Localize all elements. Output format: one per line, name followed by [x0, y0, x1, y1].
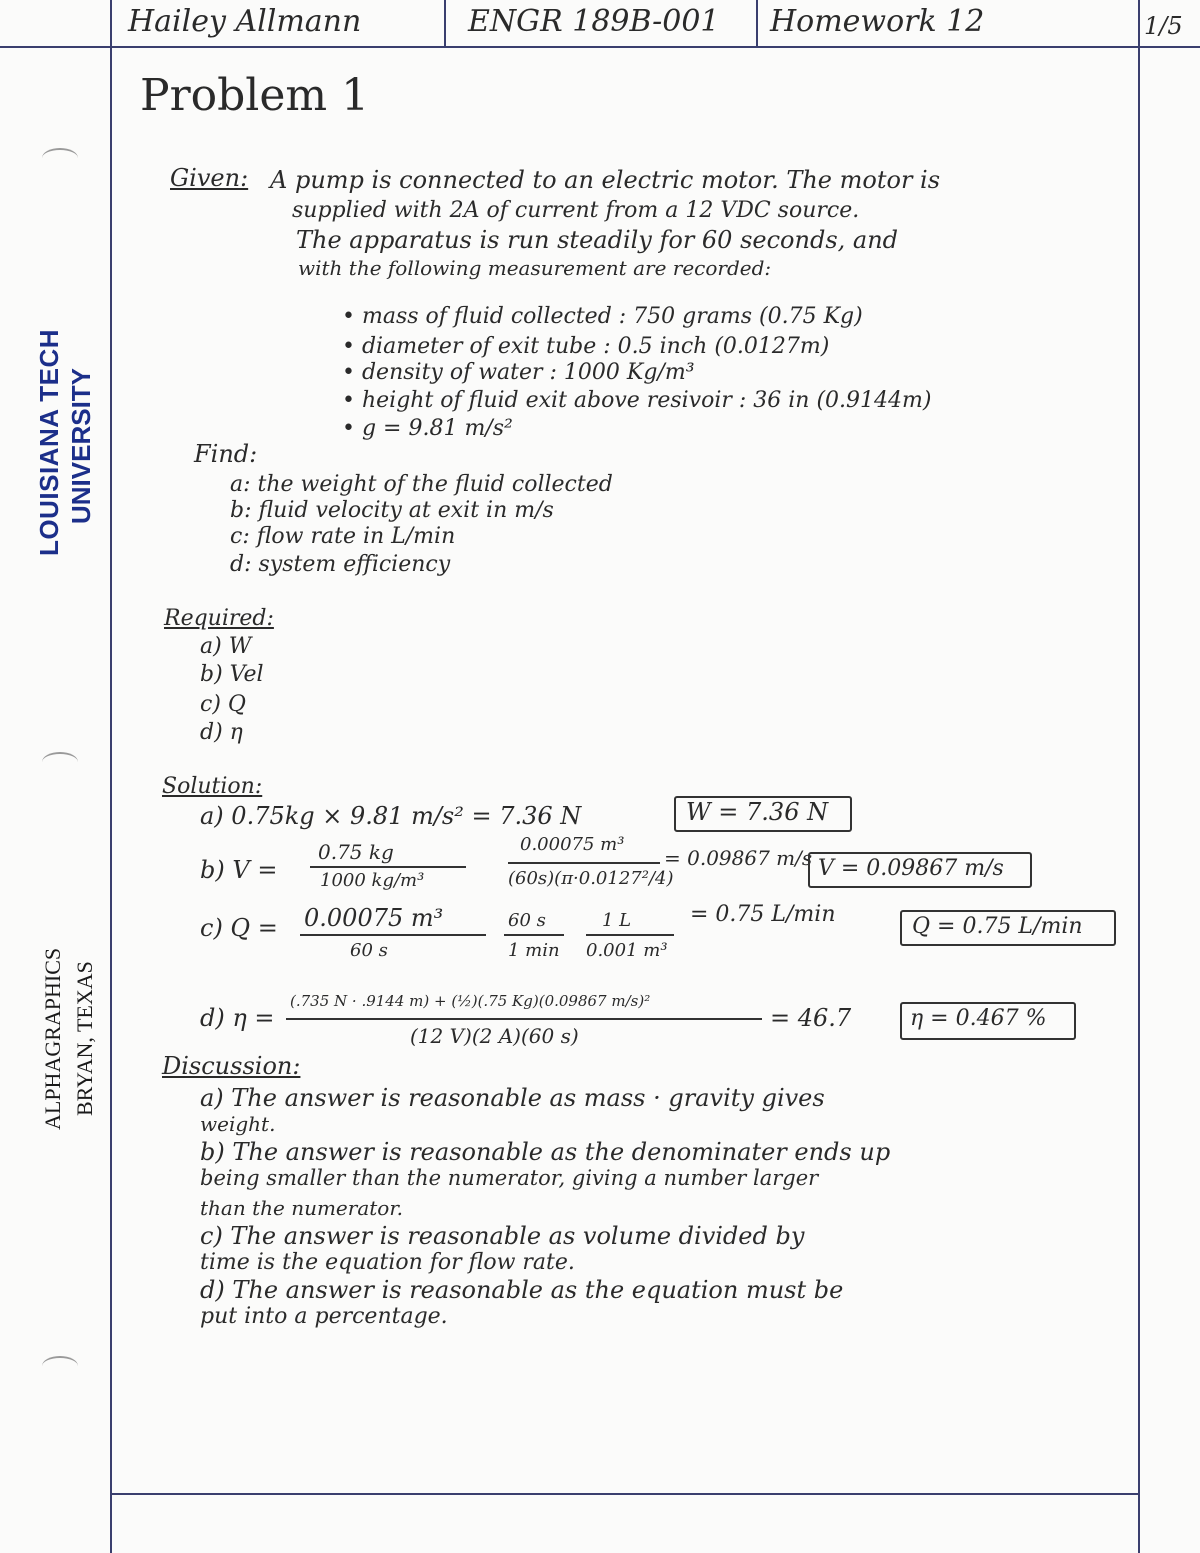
discussion-line-8: d) The answer is reasonable as the equation must be [200, 1276, 844, 1304]
header-divider-2 [756, 0, 758, 48]
measurement-density: • density of water : 1000 Kg/m³ [342, 360, 695, 385]
solution-b-answer: V = 0.09867 m/s [818, 856, 1004, 881]
solution-a-work: a) 0.75kg × 9.81 m/s² = 7.36 N [200, 802, 582, 830]
discussion-line-2: weight. [200, 1112, 276, 1136]
required-item-a: a) W [200, 634, 252, 659]
measurement-gravity: • g = 9.81 m/s² [342, 416, 513, 441]
solution-c-answer: Q = 0.75 L/min [912, 914, 1083, 939]
solution-b-num: 0.75 kg [318, 840, 394, 864]
given-line-1: A pump is connected to an electric motor. The motor is [270, 166, 941, 194]
discussion-line-4: being smaller than the numerator, giving a number larger [200, 1166, 819, 1190]
solution-c-factor2-bar [586, 934, 674, 936]
problem-title: Problem 1 [140, 70, 370, 121]
solution-c-answer-box [900, 910, 1116, 946]
solution-d-answer: η = 0.467 % [910, 1006, 1047, 1031]
solution-c-result: = 0.75 L/min [690, 902, 836, 927]
assignment-title: Homework 12 [770, 4, 985, 39]
discussion-line-1: a) The answer is reasonable as mass · gravity gives [200, 1084, 825, 1112]
find-item-c: c: flow rate in L/min [230, 524, 456, 549]
discussion-line-3: b) The answer is reasonable as the denominater ends up [200, 1138, 891, 1166]
find-item-b: b: fluid velocity at exit in m/s [230, 498, 554, 523]
measurement-height: • height of fluid exit above resivoir : 36 in (0.9144m) [342, 388, 932, 413]
solution-d-prefix: d) η = [200, 1004, 275, 1032]
solution-d-answer-box [900, 1002, 1076, 1040]
binder-hole-2 [42, 752, 78, 772]
required-item-c: c) Q [200, 692, 246, 717]
solution-label: Solution: [162, 774, 263, 799]
solution-b-result: = 0.09867 m/s [664, 846, 813, 870]
solution-c-factor1-num: 60 s [508, 910, 546, 931]
solution-b-mid-num: 0.00075 m³ [520, 834, 625, 855]
given-label: Given: [170, 164, 249, 192]
solution-a-answer-box [674, 796, 852, 832]
right-margin-rule [1138, 0, 1140, 1553]
discussion-label: Discussion: [162, 1052, 301, 1080]
solution-c-factor2-num: 1 L [602, 910, 632, 931]
solution-a-answer: W = 7.36 N [686, 798, 829, 826]
university-line-2: UNIVERSITY [66, 367, 96, 524]
solution-b-fraction-bar [310, 866, 466, 868]
solution-b-answer-box [808, 852, 1032, 888]
solution-b-prefix: b) V = [200, 856, 278, 884]
given-line-3: The apparatus is run steadily for 60 seconds, and [296, 226, 899, 254]
solution-c-fraction-bar [300, 934, 486, 936]
footer-rule [110, 1493, 1140, 1495]
solution-d-num: (.735 N · .9144 m) + (½)(.75 Kg)(0.09867 m/s)² [290, 992, 651, 1010]
solution-c-den: 60 s [350, 940, 388, 961]
measurement-mass: • mass of fluid collected : 750 grams (0.75 Kg) [342, 304, 863, 329]
solution-c-factor2-den: 0.001 m³ [586, 940, 668, 961]
page-number: 1/5 [1144, 12, 1183, 40]
required-item-d: d) η [200, 720, 243, 745]
given-line-2: supplied with 2A of current from a 12 VDC source. [292, 198, 860, 223]
left-margin-rule [110, 0, 112, 1553]
university-line-1: LOUISIANA TECH [34, 328, 64, 556]
printer-line-2: BRYAN, TEXAS [72, 961, 97, 1116]
solution-b-mid-bar [508, 862, 660, 864]
university-logo-text [0, 0, 110, 600]
solution-c-num: 0.00075 m³ [304, 904, 444, 932]
printer-line-1: ALPHAGRAPHICS [40, 947, 65, 1130]
solution-c-factor1-bar [504, 934, 564, 936]
solution-c-prefix: c) Q = [200, 914, 278, 942]
solution-d-result: = 46.7 [770, 1004, 852, 1032]
solution-b-den: 1000 kg/m³ [320, 870, 425, 891]
solution-c-factor1-den: 1 min [508, 940, 560, 961]
solution-d-den: (12 V)(2 A)(60 s) [410, 1024, 579, 1048]
measurement-diameter: • diameter of exit tube : 0.5 inch (0.0127m) [342, 334, 830, 359]
required-label: Required: [164, 606, 274, 631]
header-bottom-rule [0, 46, 1200, 48]
given-line-4: with the following measurement are recorded: [298, 256, 772, 280]
student-name: Hailey Allmann [128, 4, 362, 39]
required-item-b: b) Vel [200, 662, 264, 687]
solution-b-mid-den: (60s)(π·0.0127²/4) [508, 868, 674, 889]
find-item-d: d: system efficiency [230, 552, 451, 577]
binder-hole-3 [42, 1356, 78, 1376]
solution-d-fraction-bar [286, 1018, 762, 1020]
course-code: ENGR 189B-001 [468, 4, 720, 39]
discussion-line-7: time is the equation for flow rate. [200, 1250, 575, 1275]
discussion-line-9: put into a percentage. [200, 1304, 448, 1329]
discussion-line-5: than the numerator. [200, 1196, 404, 1220]
find-item-a: a: the weight of the fluid collected [230, 472, 613, 497]
header-divider-1 [444, 0, 446, 48]
discussion-line-6: c) The answer is reasonable as volume divided by [200, 1222, 805, 1250]
find-label: Find: [194, 440, 258, 468]
